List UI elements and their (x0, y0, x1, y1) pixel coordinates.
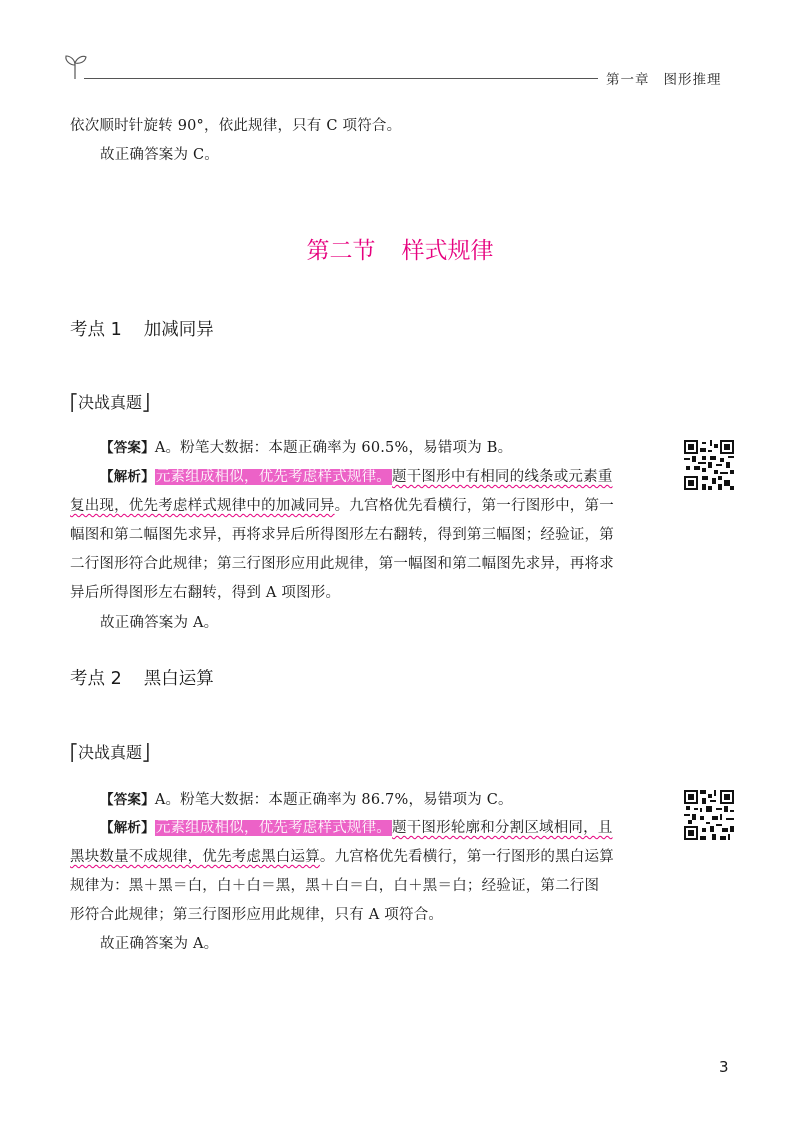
kaodian-1-number: 考点 1 (70, 320, 122, 340)
section-number: 第二节 (306, 238, 376, 264)
analysis-wavy-2a: 题干图形轮廓和分割区域相同，且 (392, 820, 613, 836)
juezhan-label-2: ⎡决战真题⎦ (70, 743, 151, 762)
kaodian-1-title: 加减同异 (143, 320, 214, 340)
conclusion-2: 故正确答案为 A。 (100, 936, 219, 952)
analysis-line-2-3: 规律为：黑＋黑＝白，白＋白＝黑，黑＋白＝白，白＋黑＝白；经验证，第二行图 (70, 878, 600, 894)
answer-tag-2: 【答案】 (100, 792, 155, 808)
analysis-text-1b: 。九宫格优先看横行，第一行图形中，第一 (334, 498, 614, 514)
analysis-line-2-2 (70, 847, 614, 867)
analysis-highlight-1: 元素组成相似，优先考虑样式规律。 (155, 469, 392, 485)
kaodian-2-title: 黑白运算 (143, 669, 214, 689)
juezhan-text-1: 决战真题 (78, 393, 143, 412)
kaodian-2-heading (70, 665, 214, 690)
chapter-label: 第一章 (606, 72, 650, 88)
analysis-line-1 (100, 467, 613, 487)
analysis-wavy-1a: 题干图形中有相同的线条或元素重 (392, 469, 613, 485)
analysis-tag-1: 【解析】 (100, 469, 155, 485)
section-title (0, 232, 800, 265)
kaodian-2-number: 考点 2 (70, 669, 122, 689)
answer-line-2 (100, 790, 513, 810)
analysis-line-4: 二行图形符合此规律；第三行图形应用此规律，第一幅图和第二幅图先求异，再将求 (70, 556, 614, 572)
analysis-text-2b: 。九宫格优先看横行，第一行图形的黑白运算 (319, 849, 614, 865)
analysis-wavy-2b: 黑块数量不成规律，优先考虑黑白运算 (70, 849, 320, 865)
chapter-title: 图形推理 (663, 72, 722, 88)
answer-text-1: A。粉笔大数据：本题正确率为 60.5%，易错项为 B。 (154, 440, 513, 456)
sprout-icon (62, 52, 88, 80)
chapter-heading (606, 68, 722, 88)
answer-text-2: A。粉笔大数据：本题正确率为 86.7%，易错项为 C。 (154, 792, 513, 808)
analysis-highlight-2: 元素组成相似，优先考虑样式规律。 (155, 820, 392, 836)
section-name: 样式规律 (401, 238, 494, 264)
conclusion-1: 故正确答案为 A。 (100, 615, 219, 631)
page-number: 3 (719, 1058, 729, 1076)
analysis-wavy-1b: 复出现，优先考虑样式规律中的加减同异 (70, 498, 335, 514)
kaodian-1-heading (70, 316, 214, 341)
answer-line-1 (100, 438, 512, 458)
analysis-line-5: 异后所得图形左右翻转，得到 A 项图形。 (70, 585, 341, 601)
intro-line: 依次顺时针旋转 90°，依此规律，只有 C 项符合。 (70, 118, 402, 134)
analysis-line-2 (70, 496, 614, 516)
analysis-line-2-4: 形符合此规律；第三行图形应用此规律，只有 A 项符合。 (70, 907, 444, 923)
juezhan-label-1: ⎡决战真题⎦ (70, 393, 151, 412)
intro-conclusion: 故正确答案为 C。 (100, 147, 220, 163)
qr-code-icon[interactable] (684, 440, 734, 490)
juezhan-text-2: 决战真题 (78, 743, 143, 762)
analysis-line-3: 幅图和第二幅图先求异，再将求异后所得图形左右翻转，得到第三幅图；经验证，第 (70, 527, 614, 543)
header-rule (84, 78, 598, 79)
qr-code-icon[interactable] (684, 790, 734, 840)
analysis-tag-2: 【解析】 (100, 820, 155, 836)
analysis-line-2-1 (100, 818, 613, 838)
answer-tag-1: 【答案】 (100, 440, 155, 456)
